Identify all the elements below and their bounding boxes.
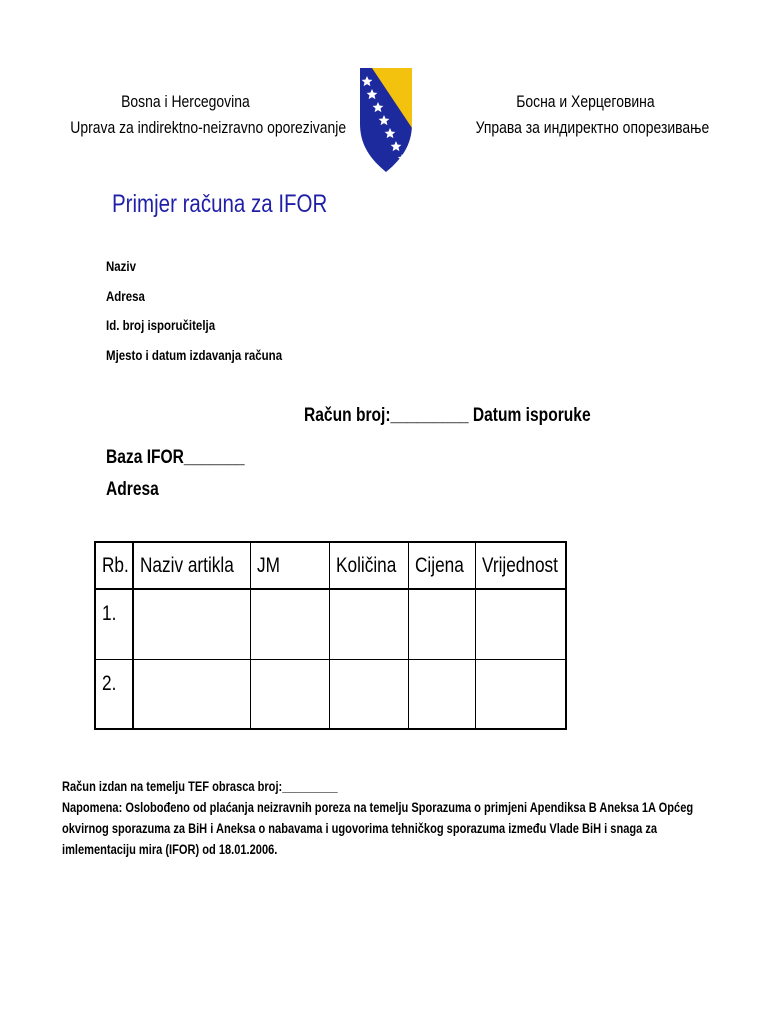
col-header-naziv: Naziv artikla (133, 542, 250, 589)
header-right-cyrillic (450, 89, 720, 141)
seller-place-date-label: Mjesto i datum izdavanja računa (106, 346, 283, 363)
col-header-cijena: Cijena (408, 542, 475, 589)
document-title: Primjer računa za IFOR (112, 190, 328, 218)
buyer-base-label: Baza IFOR_______ (106, 447, 245, 468)
seller-address-label: Adresa (106, 287, 145, 304)
item-name-cell[interactable] (133, 589, 250, 659)
items-table (94, 541, 567, 730)
col-header-jm: JM (250, 542, 329, 589)
country-name-latin: Bosna i Hercegovina (120, 92, 250, 111)
value-cell[interactable] (475, 659, 566, 729)
col-header-vrijednost: Vrijednost (475, 542, 566, 589)
seller-info (106, 252, 321, 370)
seller-id-label: Id. broj isporučitelja (106, 317, 216, 333)
row-number-cell: 1. (95, 589, 133, 659)
quantity-cell[interactable] (329, 659, 408, 729)
coat-of-arms-icon (358, 66, 414, 174)
value-cell[interactable] (475, 589, 566, 659)
authority-name-latin: Uprava za indirektno-neizravno oporezivanje (70, 118, 347, 137)
note-line-3: imlementaciju mira (IFOR) od 18.01.2006. (62, 842, 278, 857)
tef-line: Račun izdan na temelju TEF obrasca broj:_________ (62, 779, 338, 794)
seller-name-label: Naziv (106, 258, 136, 274)
row-number-cell: 2. (95, 659, 133, 729)
table-row (95, 659, 566, 729)
note-line-1: Napomena: Oslobođeno od plaćanja neizravnih poreza na temelju Sporazuma o primjeni Apendiksa B Aneksa 1A Općeg (62, 800, 694, 815)
country-name-cyrillic: Босна и Херцеговина (515, 92, 655, 111)
header-left-latin (40, 89, 347, 141)
col-header-kolicina: Količina (329, 542, 408, 589)
authority-name-cyrillic: Управа за индиректно опорезивање (475, 118, 710, 137)
table-row (95, 589, 566, 659)
invoice-number-line (304, 405, 654, 427)
price-cell[interactable] (408, 589, 475, 659)
footer-notes (62, 776, 762, 860)
note-line-2: okvirnog sporazuma za BiH i Aneksa o nabavama i ugovorima tehničkog sporazuma između Vlade BiH i snaga za (62, 821, 658, 836)
item-name-cell[interactable] (133, 659, 250, 729)
price-cell[interactable] (408, 659, 475, 729)
buyer-address-label: Adresa (106, 479, 159, 500)
buyer-info (106, 442, 275, 506)
unit-cell[interactable] (250, 659, 329, 729)
invoice-number-label: Račun broj:_________ (304, 405, 469, 426)
table-header-row (95, 542, 566, 589)
delivery-date-label: Datum isporuke (472, 405, 591, 426)
unit-cell[interactable] (250, 589, 329, 659)
quantity-cell[interactable] (329, 589, 408, 659)
col-header-rb: Rb. (95, 542, 133, 589)
